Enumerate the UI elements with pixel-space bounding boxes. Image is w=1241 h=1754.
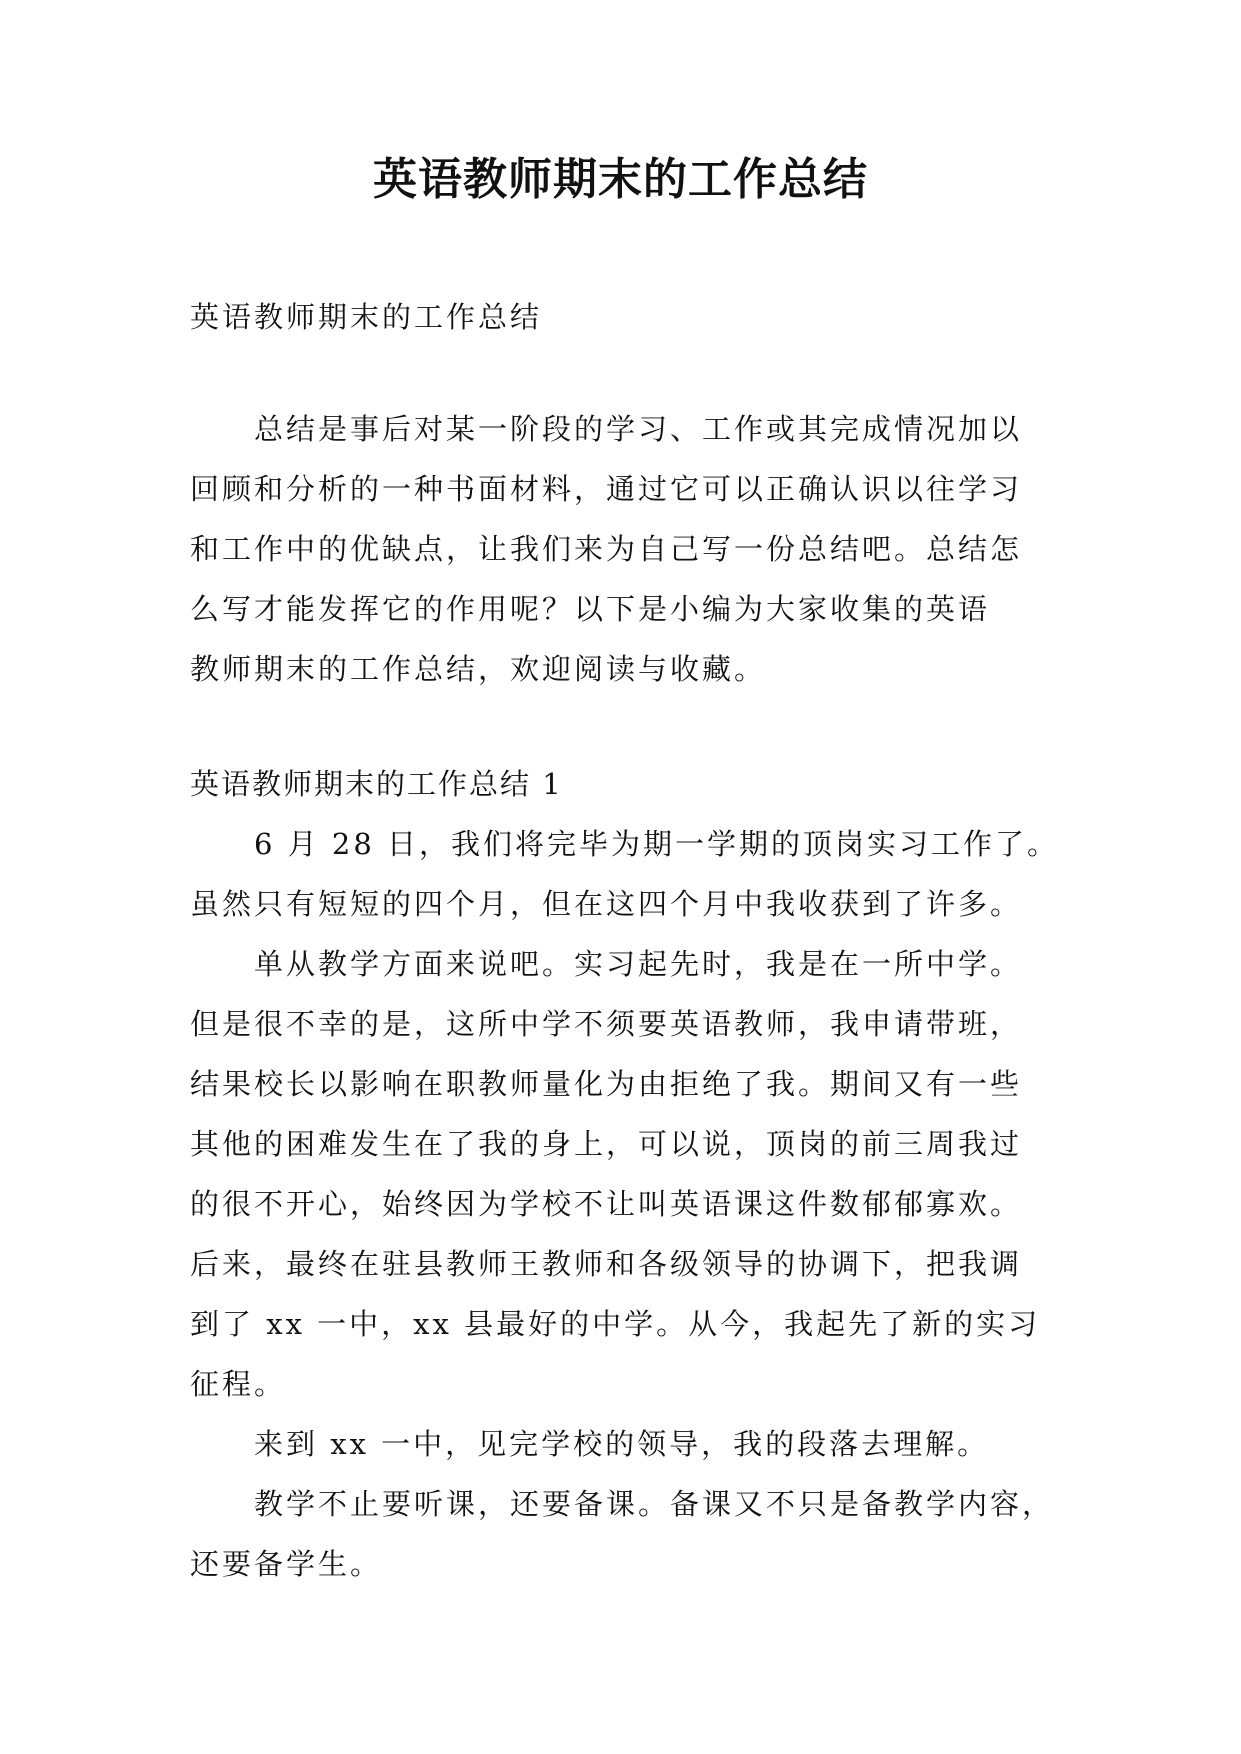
section-line: 但是很不幸的是，这所中学不须要英语教师，我申请带班， (190, 1007, 1023, 1041)
intro-line: 么写才能发挥它的作用呢？以下是小编为大家收集的英语 (190, 592, 991, 626)
section-line: 来到 xx 一中，见完学校的领导，我的段落去理解。 (254, 1427, 990, 1461)
section-line: 到了 xx 一中，xx 县最好的中学。从今，我起先了新的实习 (190, 1307, 1041, 1341)
section-line: 单从教学方面来说吧。实习起先时，我是在一所中学。 (254, 947, 1023, 981)
document-title: 英语教师期末的工作总结 (373, 154, 868, 205)
intro-line: 和工作中的优缺点，让我们来为自己写一份总结吧。总结怎 (190, 532, 1023, 566)
section-line: 结果校长以影响在职教师量化为由拒绝了我。期间又有一些 (190, 1067, 1023, 1101)
section-line: 后来，最终在驻县教师王教师和各级领导的协调下，把我调 (190, 1247, 1023, 1281)
section-1 (190, 754, 1070, 1594)
section-line: 其他的困难发生在了我的身上，可以说，顶岗的前三周我过 (190, 1127, 1023, 1161)
intro-paragraph (190, 399, 1070, 699)
section-line: 征程。 (190, 1367, 287, 1401)
section-heading: 英语教师期末的工作总结 1 (190, 767, 563, 801)
section-line: 虽然只有短短的四个月，但在这四个月中我收获到了许多。 (190, 887, 1023, 921)
intro-line: 教师期末的工作总结，欢迎阅读与收藏。 (190, 652, 767, 686)
section-line: 教学不止要听课，还要备课。备课又不只是备教学内容， (254, 1487, 1055, 1521)
section-line: 还要备学生。 (190, 1547, 383, 1581)
section-line: 的很不开心，始终因为学校不让叫英语课这件数郁郁寡欢。 (190, 1187, 1023, 1221)
intro-line: 回顾和分析的一种书面材料，通过它可以正确认识以往学习 (190, 472, 1023, 506)
section-line: 6 月 28 日，我们将完毕为期一学期的顶岗实习工作了。 (254, 827, 1060, 861)
subtitle-text: 英语教师期末的工作总结 (190, 300, 543, 334)
intro-line: 总结是事后对某一阶段的学习、工作或其完成情况加以 (254, 412, 1023, 446)
document-subtitle (190, 287, 1070, 347)
